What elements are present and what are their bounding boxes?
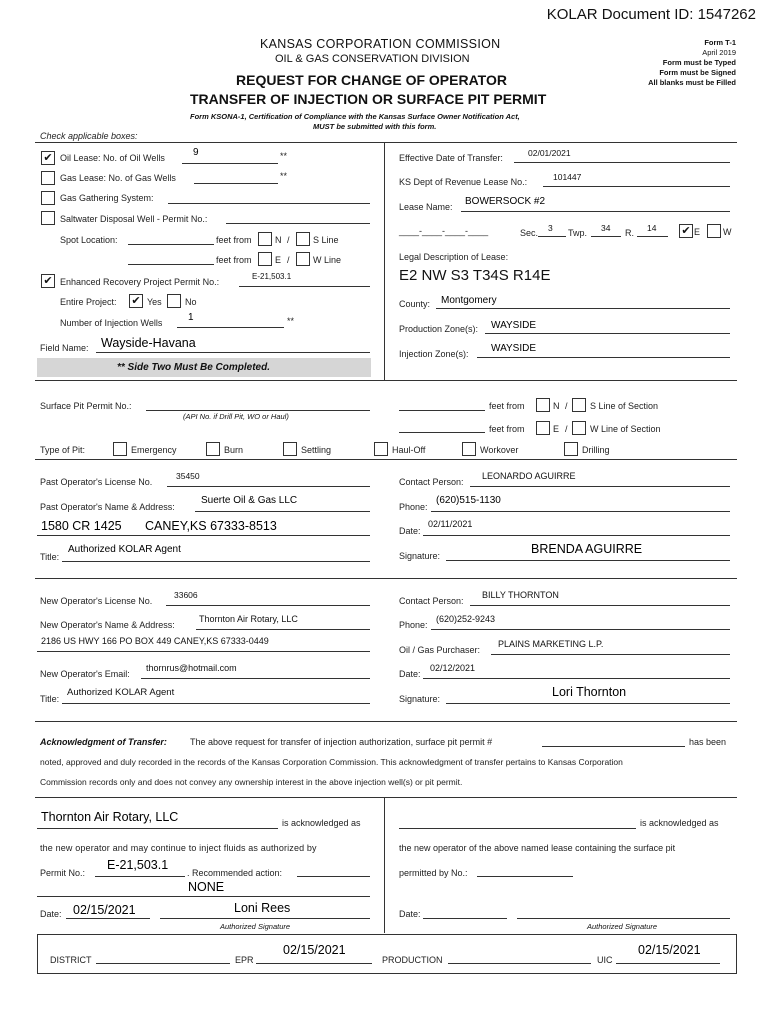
ack-left-acknowledged: is acknowledged as — [282, 818, 361, 828]
epr-field[interactable] — [256, 963, 372, 964]
ack-left-date-label: Date: — [40, 909, 62, 919]
division-name: OIL & GAS CONSERVATION DIVISION — [275, 53, 470, 65]
ack-permit-label: Permit No.: — [40, 868, 86, 878]
ack-left-date-field[interactable] — [66, 918, 150, 919]
ack-action-field[interactable] — [37, 896, 370, 897]
ack-left-auth-signature: Authorized Signature — [220, 922, 291, 931]
requirement-signed: Form must be Signed — [659, 68, 736, 77]
past-date-value: 02/11/2021 — [428, 519, 473, 529]
sec-field[interactable] — [538, 236, 566, 237]
past-address-line1: 1580 CR 1425 — [41, 519, 122, 533]
check-boxes-label: Check applicable boxes: — [40, 131, 138, 141]
lease-no-value: 101447 — [553, 172, 582, 182]
range-label: R. — [625, 228, 634, 238]
surface-pit-permit-field[interactable] — [146, 410, 370, 411]
new-name-label: New Operator's Name & Address: — [40, 620, 175, 630]
uic-field[interactable] — [616, 963, 720, 964]
past-title-value: Authorized KOLAR Agent — [68, 544, 181, 555]
ack-company-value: Thornton Air Rotary, LLC — [41, 810, 179, 824]
pit-ns-feet-from: feet from — [489, 401, 525, 411]
entire-project-no-checkbox[interactable] — [167, 294, 181, 308]
pit-n-label: N — [553, 401, 560, 411]
entire-project-yes-checkbox[interactable]: ✔ — [129, 294, 143, 308]
new-contact-label: Contact Person: — [399, 596, 464, 606]
ack-left-date-value: 02/15/2021 — [73, 903, 136, 917]
entire-project-no-label: No — [185, 297, 197, 307]
new-date-field[interactable] — [423, 678, 730, 679]
pit-ew-slash: / — [565, 424, 568, 434]
ack-right-company-field[interactable] — [399, 828, 636, 829]
ack-company-field[interactable] — [37, 828, 278, 829]
ack-permit-value: E-21,503.1 — [107, 858, 169, 872]
twp-label: Twp. — [568, 228, 588, 238]
past-signature-field[interactable] — [446, 560, 730, 561]
new-address-field[interactable] — [37, 651, 370, 652]
past-signature-label: Signature: — [399, 551, 441, 561]
pit-e-label: E — [553, 424, 560, 434]
field-name-value: Wayside-Havana — [101, 336, 196, 350]
epr-date-value: 02/15/2021 — [283, 943, 346, 957]
injection-zone-label: Injection Zone(s): — [399, 349, 469, 359]
range-e-label: E — [694, 227, 701, 237]
spot-n-checkbox[interactable] — [258, 232, 272, 246]
new-title-label: Title: — [40, 694, 60, 704]
past-name-label: Past Operator's Name & Address: — [40, 502, 175, 512]
district-label: DISTRICT — [50, 955, 92, 965]
pit-w-checkbox[interactable] — [572, 421, 586, 435]
lease-no-label: KS Dept of Revenue Lease No.: — [399, 177, 528, 187]
ack-right-signature-field[interactable] — [517, 918, 730, 919]
new-address-value: 2186 US HWY 166 PO BOX 449 CANEY,KS 67333-0449 — [41, 636, 269, 646]
ack-action-value: NONE — [188, 880, 225, 894]
erp-label: Enhanced Recovery Project Permit No.: — [60, 277, 220, 287]
gas-lease-label: Gas Lease: No. of Gas Wells — [60, 173, 176, 183]
new-divider — [35, 721, 737, 722]
ack-heading: Acknowledgment of Transfer: — [40, 737, 167, 747]
new-phone-value: (620)252-9243 — [436, 614, 496, 624]
effective-date-value: 02/01/2021 — [528, 148, 571, 158]
twp-value: 34 — [601, 223, 611, 233]
range-w-checkbox[interactable] — [707, 224, 721, 238]
spot-e-label: E — [275, 255, 282, 265]
ack-pit-permit-field[interactable] — [542, 746, 685, 747]
injection-wells-value: 1 — [188, 312, 194, 323]
past-license-label: Past Operator's License No. — [40, 477, 153, 487]
production-zone-value: WAYSIDE — [491, 320, 537, 331]
past-contact-value: LEONARDO AGUIRRE — [482, 471, 576, 481]
spot-location-label: Spot Location: — [60, 235, 118, 245]
pit-divider — [35, 459, 737, 460]
new-title-value: Authorized KOLAR Agent — [67, 687, 175, 698]
injection-zone-value: WAYSIDE — [491, 343, 537, 354]
pit-workover-checkbox[interactable] — [462, 442, 476, 456]
lease-name-field[interactable] — [461, 211, 730, 212]
api-note: (API No. if Drill Pit, WO or Haul) — [183, 412, 289, 421]
form-title-1: REQUEST FOR CHANGE OF OPERATOR — [236, 72, 507, 88]
past-title-field[interactable] — [62, 561, 370, 562]
district-field[interactable] — [96, 963, 230, 964]
new-name-field[interactable] — [196, 629, 370, 630]
past-date-label: Date: — [399, 526, 421, 536]
new-signature-label: Signature: — [399, 694, 441, 704]
purchaser-value: PLAINS MARKETING L.P. — [498, 639, 604, 649]
ack-right-acknowledged: is acknowledged as — [640, 818, 719, 828]
new-license-label: New Operator's License No. — [40, 596, 153, 606]
ack-right-text: the new operator of the above named lease containing the surface pit — [399, 843, 676, 853]
spot-s-checkbox[interactable] — [296, 232, 310, 246]
injection-wells-label: Number of Injection Wells — [60, 318, 163, 328]
erp-permit-value: E-21,503.1 — [252, 272, 292, 281]
new-signature-field[interactable] — [446, 703, 730, 704]
production-zone-field[interactable] — [485, 333, 730, 334]
top-divider — [35, 142, 737, 143]
pit-s-label: S Line of Section — [590, 401, 659, 411]
ack-text-3: Commission records only and does not convey any ownership interest in the above injection well(s) or pit permit. — [40, 777, 463, 787]
gas-gathering-field[interactable] — [168, 203, 370, 204]
office-use-box — [37, 934, 737, 974]
ack-text-1: The above request for transfer of injection authorization, surface pit permit # — [190, 737, 493, 747]
spot-s-label: S Line — [313, 235, 339, 245]
pit-drilling-label: Drilling — [582, 445, 610, 455]
legal-description-value: E2 NW S3 T34S R14E — [399, 267, 551, 284]
production-label: PRODUCTION — [382, 955, 443, 965]
uic-date-value: 02/15/2021 — [638, 943, 701, 957]
requirement-filled: All blanks must be Filled — [648, 78, 736, 87]
spot-ew-slash: / — [287, 255, 290, 265]
ack-right-permitted-label: permitted by No.: — [399, 868, 468, 878]
pit-workover-label: Workover — [480, 445, 519, 455]
pit-w-label: W Line of Section — [590, 424, 661, 434]
spot-ew-feet-from: feet from — [216, 255, 252, 265]
oil-wells-asterisks: ** — [280, 151, 288, 161]
past-date-field[interactable] — [423, 535, 730, 536]
swd-label: Saltwater Disposal Well - Permit No.: — [60, 214, 208, 224]
field-name-field[interactable] — [96, 352, 370, 353]
document-id: KOLAR Document ID: 1547262 — [546, 6, 756, 23]
spot-w-label: W Line — [313, 255, 342, 265]
legal-description-label: Legal Description of Lease: — [399, 252, 509, 262]
pit-e-checkbox[interactable] — [536, 421, 550, 435]
oil-wells-field[interactable] — [182, 163, 278, 164]
form-title-2: TRANSFER OF INJECTION OR SURFACE PIT PERMIT — [190, 91, 547, 107]
new-title-field[interactable] — [62, 703, 370, 704]
new-email-field[interactable] — [141, 678, 370, 679]
ack-left-signer-value: Loni Rees — [234, 901, 291, 915]
side-two-notice: ** Side Two Must Be Completed. — [117, 362, 270, 373]
pit-type-label: Type of Pit: — [40, 445, 86, 455]
ack-permit-field[interactable] — [95, 876, 185, 877]
range-field[interactable] — [637, 236, 668, 237]
entire-project-label: Entire Project: — [60, 297, 117, 307]
production-field[interactable] — [448, 963, 591, 964]
new-email-label: New Operator's Email: — [40, 669, 130, 679]
ack-center-divider — [384, 797, 385, 933]
pit-emergency-checkbox[interactable] — [113, 442, 127, 456]
past-phone-field[interactable] — [431, 511, 730, 512]
spot-ns-slash: / — [287, 235, 290, 245]
county-label: County: — [399, 299, 431, 309]
past-license-value: 35450 — [176, 471, 200, 481]
epr-label: EPR — [235, 955, 254, 965]
pit-emergency-label: Emergency — [131, 445, 177, 455]
pit-s-checkbox[interactable] — [572, 398, 586, 412]
pit-n-checkbox[interactable] — [536, 398, 550, 412]
production-zone-label: Production Zone(s): — [399, 324, 479, 334]
past-address-line2: CANEY,KS 67333-8513 — [145, 519, 277, 533]
sec-value: 3 — [548, 223, 553, 233]
past-address-field[interactable] — [37, 535, 370, 536]
gas-wells-field[interactable] — [194, 183, 278, 184]
new-date-label: Date: — [399, 669, 421, 679]
new-license-value: 33606 — [174, 590, 198, 600]
pit-burn-checkbox[interactable] — [206, 442, 220, 456]
swd-permit-field[interactable] — [226, 223, 370, 224]
ack-text-2: noted, approved and duly recorded in the records of the Kansas Corporation Commission. This acknowledgment of transfer pertains to Kansas Corporation — [40, 757, 623, 767]
pit-ns-slash: / — [565, 401, 568, 411]
gas-gathering-checkbox[interactable] — [41, 191, 55, 205]
past-signature-value: BRENDA AGUIRRE — [531, 542, 643, 556]
gas-gathering-label: Gas Gathering System: — [60, 193, 154, 203]
pit-ew-feet-field[interactable] — [399, 432, 485, 433]
effective-date-field[interactable] — [514, 162, 730, 163]
spot-w-checkbox[interactable] — [296, 252, 310, 266]
pit-haul-off-checkbox[interactable] — [374, 442, 388, 456]
form-revision-date: April 2019 — [702, 48, 736, 57]
form-subtitle-2: MUST be submitted with this form. — [313, 122, 437, 131]
lease-name-value: BOWERSOCK #2 — [465, 196, 546, 207]
lease-name-label: Lease Name: — [399, 202, 453, 212]
pit-settling-checkbox[interactable] — [283, 442, 297, 456]
ack-left-signature-field[interactable] — [160, 918, 370, 919]
purchaser-field[interactable] — [491, 654, 730, 655]
pit-ns-feet-field[interactable] — [399, 410, 485, 411]
field-name-label: Field Name: — [40, 343, 89, 353]
range-e-checkbox[interactable]: ✔ — [679, 224, 693, 238]
ack-right-date-field[interactable] — [423, 918, 507, 919]
new-name-value: Thornton Air Rotary, LLC — [199, 614, 298, 624]
range-value: 14 — [647, 223, 657, 233]
ack-text-1-end: has been — [689, 737, 727, 747]
purchaser-label: Oil / Gas Purchaser: — [399, 645, 481, 655]
spot-n-label: N — [275, 235, 282, 245]
spot-e-checkbox[interactable] — [258, 252, 272, 266]
pit-haul-off-label: Haul-Off — [392, 445, 426, 455]
new-date-value: 02/12/2021 — [430, 663, 476, 673]
injection-wells-field[interactable] — [177, 327, 284, 328]
past-name-value: Suerte Oil & Gas LLC — [201, 495, 298, 506]
sec-label: Sec. — [520, 228, 539, 238]
oil-lease-label: Oil Lease: No. of Oil Wells — [60, 153, 165, 163]
top-box-bottom — [35, 380, 737, 381]
past-contact-field[interactable] — [470, 486, 730, 487]
pit-burn-label: Burn — [224, 445, 244, 455]
center-divider — [384, 142, 385, 380]
entire-project-yes-label: Yes — [147, 297, 162, 307]
past-divider — [35, 578, 737, 579]
oil-lease-checkbox[interactable]: ✔ — [41, 151, 55, 165]
county-value: Montgomery — [441, 295, 497, 306]
surface-pit-permit-label: Surface Pit Permit No.: — [40, 401, 132, 411]
erp-checkbox[interactable]: ✔ — [41, 274, 55, 288]
ack-right-auth-signature: Authorized Signature — [587, 922, 658, 931]
lease-no-field[interactable] — [543, 186, 730, 187]
uic-label: UIC — [597, 955, 613, 965]
pit-ew-feet-from: feet from — [489, 424, 525, 434]
gas-lease-checkbox[interactable] — [41, 171, 55, 185]
gas-wells-asterisks: ** — [280, 171, 288, 181]
new-contact-field[interactable] — [470, 605, 730, 606]
api-dashes: ____-____-____-____ — [399, 226, 489, 236]
injection-wells-asterisks: ** — [287, 316, 295, 326]
past-license-field[interactable] — [167, 486, 370, 487]
county-field[interactable] — [436, 308, 730, 309]
ack-right-permitted-field[interactable] — [477, 876, 573, 877]
commission-name: KANSAS CORPORATION COMMISSION — [260, 37, 501, 51]
effective-date-label: Effective Date of Transfer: — [399, 153, 503, 163]
new-phone-field[interactable] — [431, 629, 730, 630]
twp-field[interactable] — [591, 236, 621, 237]
ack-recommended-label: . Recommended action: — [187, 868, 283, 878]
requirement-typed: Form must be Typed — [662, 58, 736, 67]
swd-checkbox[interactable] — [41, 211, 55, 225]
past-title-label: Title: — [40, 552, 60, 562]
injection-zone-field[interactable] — [477, 357, 730, 358]
new-email-value: thornrus@hotmail.com — [146, 663, 237, 673]
new-signature-value: Lori Thornton — [552, 685, 627, 699]
form-number: Form T-1 — [704, 38, 736, 47]
spot-ew-feet-field[interactable] — [128, 264, 214, 265]
range-w-label: W — [723, 227, 732, 237]
new-license-field[interactable] — [166, 605, 370, 606]
oil-wells-value: 9 — [193, 147, 199, 158]
pit-settling-label: Settling — [301, 445, 332, 455]
form-subtitle-1: Form KSONA-1, Certification of Compliance with the Kansas Surface Owner Notification Act, — [190, 112, 520, 121]
past-phone-label: Phone: — [399, 502, 428, 512]
new-contact-value: BILLY THORNTON — [482, 590, 559, 600]
erp-permit-field[interactable] — [239, 286, 370, 287]
pit-drilling-checkbox[interactable] — [564, 442, 578, 456]
ack-right-date-label: Date: — [399, 909, 421, 919]
spot-ns-feet-from: feet from — [216, 235, 252, 245]
past-contact-label: Contact Person: — [399, 477, 464, 487]
spot-ns-feet-field[interactable] — [128, 244, 214, 245]
past-name-field[interactable] — [195, 511, 370, 512]
new-phone-label: Phone: — [399, 620, 428, 630]
ack-recommended-field[interactable] — [297, 876, 370, 877]
ack-left-text: the new operator and may continue to inject fluids as authorized by — [40, 843, 317, 853]
past-phone-value: (620)515-1130 — [436, 495, 501, 506]
ack-divider — [35, 797, 737, 798]
